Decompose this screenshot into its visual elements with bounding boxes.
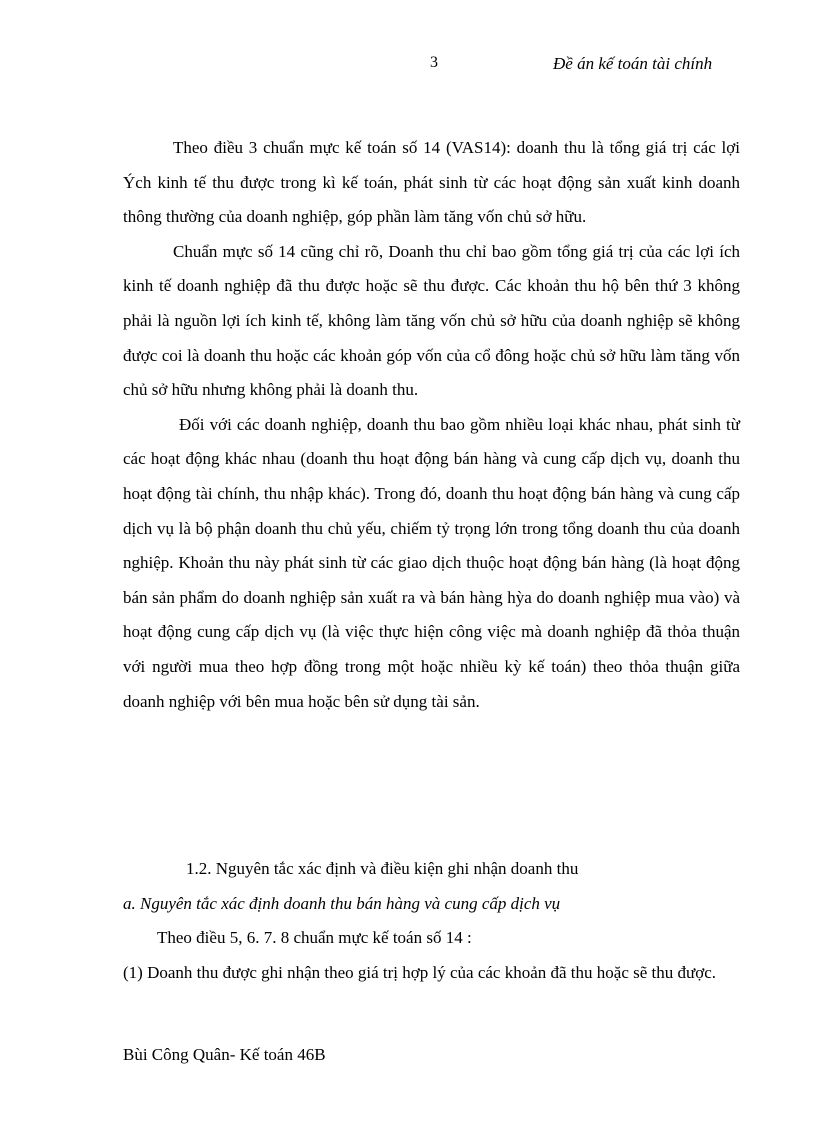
header-title: Đề án kế toán tài chính	[553, 54, 713, 73]
paragraph-1: Theo điều 3 chuẩn mực kế toán số 14 (VAS14): doanh thu là tổng giá trị các lợi Ých kinh tế thu được trong kì kế toán, phát sinh từ các hoạt động sản xuất kinh doanh thông thường của doanh nghiệp, góp phần làm tăng vốn chủ sở hữu.	[123, 138, 740, 227]
page-footer: Bùi Công Quân- Kế toán 46B	[123, 1045, 326, 1064]
paragraph-2: Chuẩn mực số 14 cũng chỉ rõ, Doanh thu chỉ bao gồm tổng giá trị của các lợi ích kinh tế doanh nghiệp đã thu được hoặc sẽ thu được. Các khoản thu hộ bên thứ 3 không phải là nguồn lợi ích kinh tế, không làm tăng vốn chủ sở hữu của doanh nghiệp sẽ không được coi là doanh thu hoặc các khoản góp vốn của cổ đông hoặc chủ sở hữu làm tăng vốn chủ sở hữu nhưng không phải là doanh thu.	[123, 241, 740, 400]
subsection-heading: a. Nguyên tắc xác định doanh thu bán hàng và cung cấp dịch vụ	[123, 893, 561, 913]
page-number: 3	[430, 54, 438, 71]
section-1-2	[123, 852, 740, 990]
section-intro: Theo điều 5, 6. 7. 8 chuẩn mực kế toán số 14 :	[157, 928, 472, 948]
section-heading: 1.2. Nguyên tắc xác định và điều kiện ghi nhận doanh thu	[186, 859, 579, 878]
body-text	[123, 131, 740, 719]
list-item: (1) Doanh thu được ghi nhận theo giá trị hợp lý của các khoản đã thu hoặc sẽ thu được.	[123, 962, 717, 982]
paragraph-3: Đối với các doanh nghiệp, doanh thu bao gồm nhiều loại khác nhau, phát sinh từ các hoạt động khác nhau (doanh thu hoạt động bán hàng và cung cấp dịch vụ, doanh thu hoạt động tài chính, thu nhập khác). Trong đó, doanh thu hoạt động bán hàng và cung cấp dịch vụ là bộ phận doanh thu chủ yếu, chiếm tỷ trọng lớn trong tổng doanh thu của doanh nghiệp. Khoản thu này phát sinh từ các giao dịch thuộc hoạt động bán hàng (là hoạt động bán sản phẩm do doanh nghiệp sản xuất ra và bán hàng hỳa do doanh nghiệp mua vào) và hoạt động cung cấp dịch vụ (là việc thực hiện công việc mà doanh nghiệp đã thỏa thuận với người mua theo hợp đồng trong một hoặc nhiều kỳ kế toán) theo thỏa thuận giữa doanh nghiệp với bên mua hoặc bên sử dụng tài sản.	[123, 414, 740, 711]
